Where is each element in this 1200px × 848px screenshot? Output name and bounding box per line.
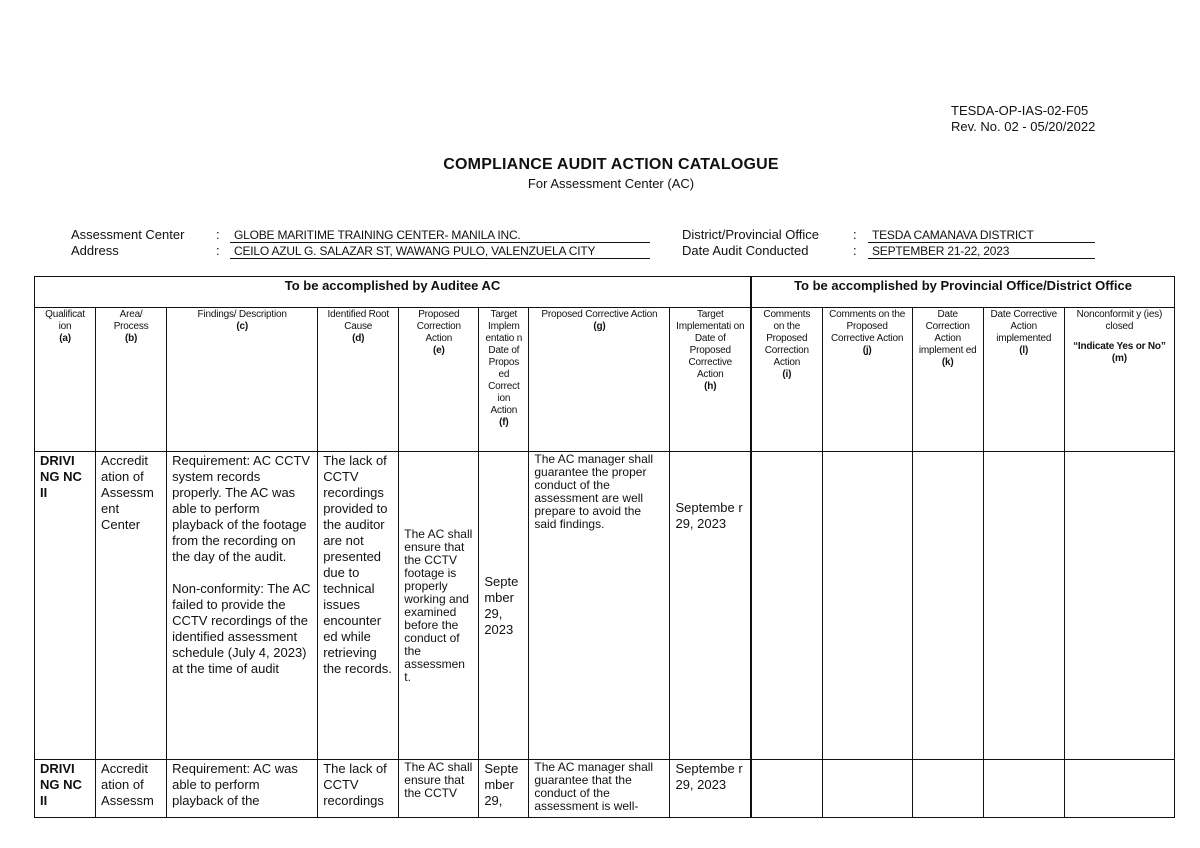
column-header-qualification: Qualificat ion (a) bbox=[35, 308, 96, 452]
assessment-center-label: Assessment Center bbox=[71, 227, 185, 242]
date-audit-label: Date Audit Conducted bbox=[682, 243, 809, 258]
column-header-correction: Proposed Correction Action (e) bbox=[399, 308, 479, 452]
colon: : bbox=[853, 243, 857, 258]
auditee-band-header: To be accomplished by Auditee AC bbox=[35, 277, 752, 308]
cell-area: Accredit ation of Assessm ent Center bbox=[96, 452, 167, 760]
office-label: District/Provincial Office bbox=[682, 227, 820, 242]
table-row bbox=[35, 760, 1175, 818]
cell-target-corrective: Septembe r 29, 2023 bbox=[670, 452, 751, 760]
office-value: TESDA CAMANAVA DISTRICT bbox=[868, 227, 1095, 243]
cell-root-cause: The lack of CCTV recordings bbox=[318, 760, 399, 818]
address-label: Address bbox=[71, 243, 119, 258]
cell-area: Accredit ation of Assessm bbox=[96, 760, 167, 818]
assessment-center-value: GLOBE MARITIME TRAINING CENTER- MANILA INC. bbox=[230, 227, 650, 243]
cell-root-cause: The lack of CCTV recordings provided to the auditor are not presented due to technical issues encounter ed while retrieving the records. bbox=[318, 452, 399, 760]
cell-comments-correction bbox=[751, 760, 822, 818]
cell-target-correction: Septe mber 29, 2023 bbox=[479, 452, 529, 760]
column-header-date-correction: Date Correction Action implement ed (k) bbox=[912, 308, 983, 452]
cell-findings: Requirement: AC CCTV system records properly. The AC was able to perform playback of the footage from the recording on the day of the audit. Non-conformity: The AC failed to provide the CCTV recordings of the identified assessment schedule (July 4, 2023) at the time of audit bbox=[167, 452, 318, 760]
cell-corrective: The AC manager shall guarantee the proper conduct of the assessment are well prepare to avoid the said findings. bbox=[529, 452, 670, 760]
date-audit-value: SEPTEMBER 21-22, 2023 bbox=[868, 243, 1095, 259]
cell-date-corrective bbox=[983, 760, 1064, 818]
column-header-root-cause: Identified Root Cause (d) bbox=[318, 308, 399, 452]
column-header-row bbox=[35, 308, 1175, 452]
column-header-area: Area/ Process (b) bbox=[96, 308, 167, 452]
address-value: CEILO AZUL G. SALAZAR ST, WAWANG PULO, VALENZUELA CITY bbox=[230, 243, 650, 259]
colon: : bbox=[216, 243, 220, 258]
document-subtitle: For Assessment Center (AC) bbox=[527, 176, 695, 191]
column-header-target-corrective: Target Implementati on Date of Proposed Corrective Action (h) bbox=[670, 308, 751, 452]
column-header-findings: Findings/ Description (c) bbox=[167, 308, 318, 452]
colon: : bbox=[216, 227, 220, 242]
colon: : bbox=[853, 227, 857, 242]
cell-date-corrective bbox=[983, 452, 1064, 760]
cell-correction: The AC shall ensure that the CCTV bbox=[399, 760, 479, 818]
cell-target-correction: Septe mber 29, bbox=[479, 760, 529, 818]
cell-nonconformity-closed bbox=[1064, 760, 1174, 818]
cell-comments-corrective bbox=[822, 452, 912, 760]
cell-qualification: DRIVI NG NC II bbox=[35, 760, 96, 818]
cell-comments-corrective bbox=[822, 760, 912, 818]
column-header-comments-correction: Comments on the Proposed Correction Action (i) bbox=[751, 308, 822, 452]
audit-action-table bbox=[34, 276, 1175, 818]
revision-number: Rev. No. 02 - 05/20/2022 bbox=[951, 119, 1096, 134]
column-header-corrective: Proposed Corrective Action (g) bbox=[529, 308, 670, 452]
cell-comments-correction bbox=[751, 452, 822, 760]
column-header-comments-corrective: Comments on the Proposed Corrective Action (j) bbox=[822, 308, 912, 452]
cell-qualification: DRIVI NG NC II bbox=[35, 452, 96, 760]
table-row bbox=[35, 452, 1175, 760]
cell-findings: Requirement: AC was able to perform playback of the bbox=[167, 760, 318, 818]
form-number: TESDA-OP-IAS-02-F05 bbox=[951, 103, 1089, 118]
cell-corrective: The AC manager shall guarantee that the conduct of the assessment is well- bbox=[529, 760, 670, 818]
column-header-date-corrective: Date Corrective Action implemented (l) bbox=[983, 308, 1064, 452]
column-header-target-correction: Target Implem entatio n Date of Propos ed Correct ion Action (f) bbox=[479, 308, 529, 452]
cell-date-correction bbox=[912, 760, 983, 818]
cell-correction: The AC shall ensure that the CCTV footage is properly working and examined before the conduct of the assessmen t. bbox=[399, 452, 479, 760]
column-header-nonconformity-closed: Nonconformit y (ies) closed “Indicate Yes or No” (m) bbox=[1064, 308, 1174, 452]
cell-date-correction bbox=[912, 452, 983, 760]
document-title: COMPLIANCE AUDIT ACTION CATALOGUE bbox=[443, 156, 779, 173]
office-band-header: To be accomplished by Provincial Office/District Office bbox=[751, 277, 1174, 308]
cell-target-corrective: Septembe r 29, 2023 bbox=[670, 760, 751, 818]
cell-nonconformity-closed bbox=[1064, 452, 1174, 760]
document-code bbox=[951, 103, 1095, 135]
